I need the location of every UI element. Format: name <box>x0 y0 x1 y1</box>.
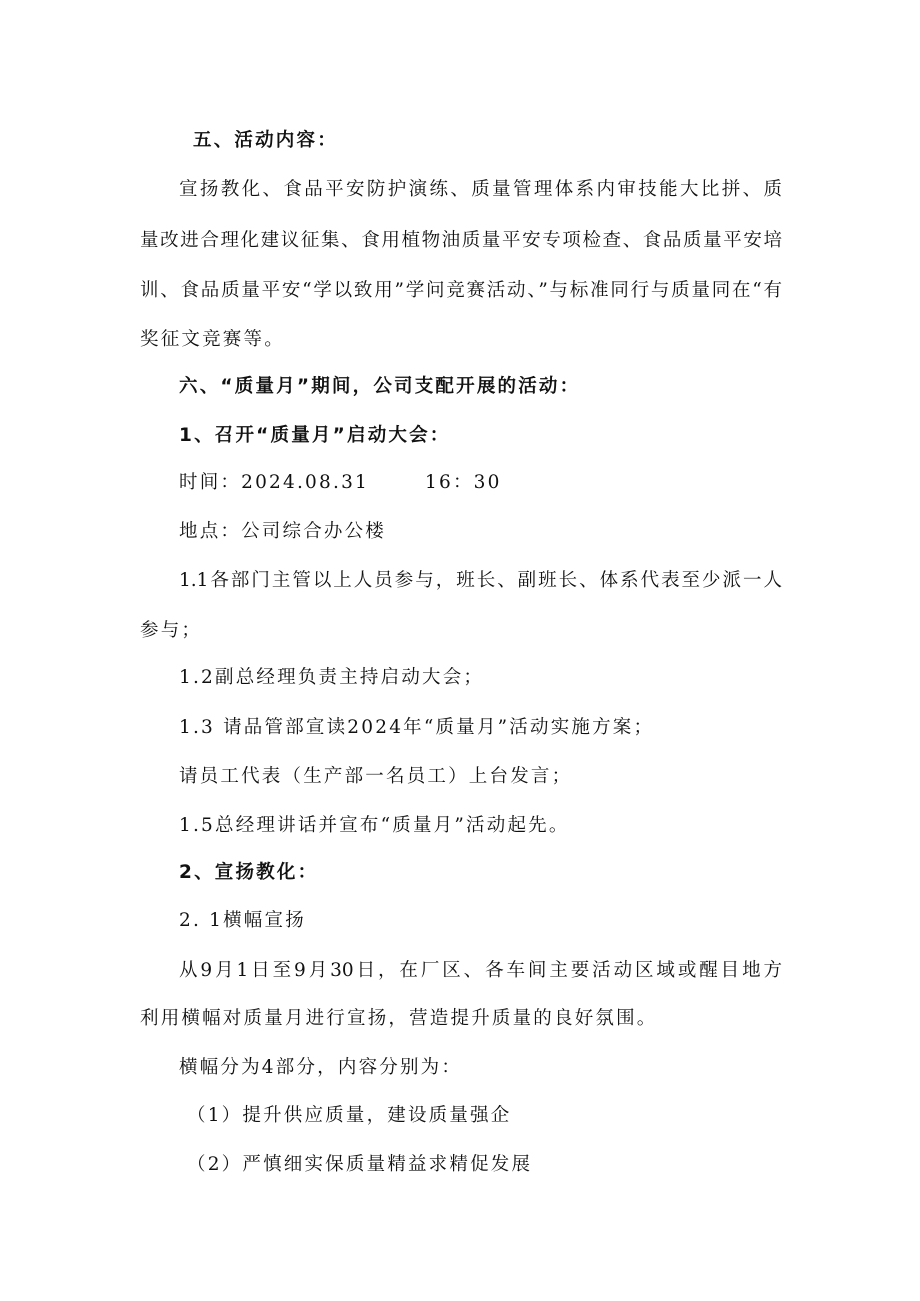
meeting-time <box>179 470 502 496</box>
item-2-heading: 2、宣扬教化： <box>179 862 319 883</box>
banner-item: （2）严慎细实保质量精益求精促发展 <box>187 1154 533 1175</box>
point-1-1-line-1: 1.1各部门主管以上人员参与，班长、副班长、体系代表至少派一人 <box>179 570 782 591</box>
sub-2-1-heading: 2. 1横幅宣扬 <box>179 910 306 931</box>
banner-paragraph-line-2: 利用横幅对质量月进行宣扬，营造提升质量的良好氛围。 <box>140 1008 658 1029</box>
section-5-paragraph-line-1: 宣扬教化、食品平安防护演练、质量管理体系内审技能大比拼、质 <box>179 179 782 200</box>
item-1-heading: 1、召开“质量月”启动大会： <box>179 425 451 446</box>
section-5-paragraph-line-2: 量改进合理化建议征集、食用植物油质量平安专项检查、食品质量平安培 <box>140 230 782 251</box>
meeting-date: 时间：2024.08.31 <box>179 472 370 493</box>
point-1-1-line-2: 参与； <box>140 620 203 641</box>
point-1-5: 1.5总经理讲话并宣布“质量月”活动起先。 <box>179 815 570 836</box>
point-1-3: 1.3 请品管部宣读2024年“质量月”活动实施方案； <box>179 717 655 738</box>
banner-intro: 横幅分为4部分，内容分别为： <box>179 1057 463 1078</box>
section-5-paragraph-line-4: 奖征文竞赛等。 <box>140 329 285 350</box>
banner-item: （1）提升供应质量，建设质量强企 <box>187 1105 512 1126</box>
point-1-4: 请员工代表（生产部一名员工）上台发言； <box>179 766 573 787</box>
section-6-heading: 六、“质量月”期间，公司支配开展的活动： <box>179 376 581 397</box>
meeting-place: 地点：公司综合办公楼 <box>179 521 387 542</box>
banner-paragraph-line-1: 从9月1日至9月30日，在厂区、各车间主要活动区域或醒目地方 <box>179 960 782 981</box>
meeting-clock: 16：30 <box>425 472 502 493</box>
section-5-heading: 五、活动内容： <box>193 130 338 151</box>
section-5-paragraph-line-3: 训、食品质量平安“学以致用”学问竞赛活动、”与标准同行与质量同在“有 <box>140 280 782 301</box>
point-1-2: 1.2副总经理负责主持启动大会； <box>179 667 485 688</box>
